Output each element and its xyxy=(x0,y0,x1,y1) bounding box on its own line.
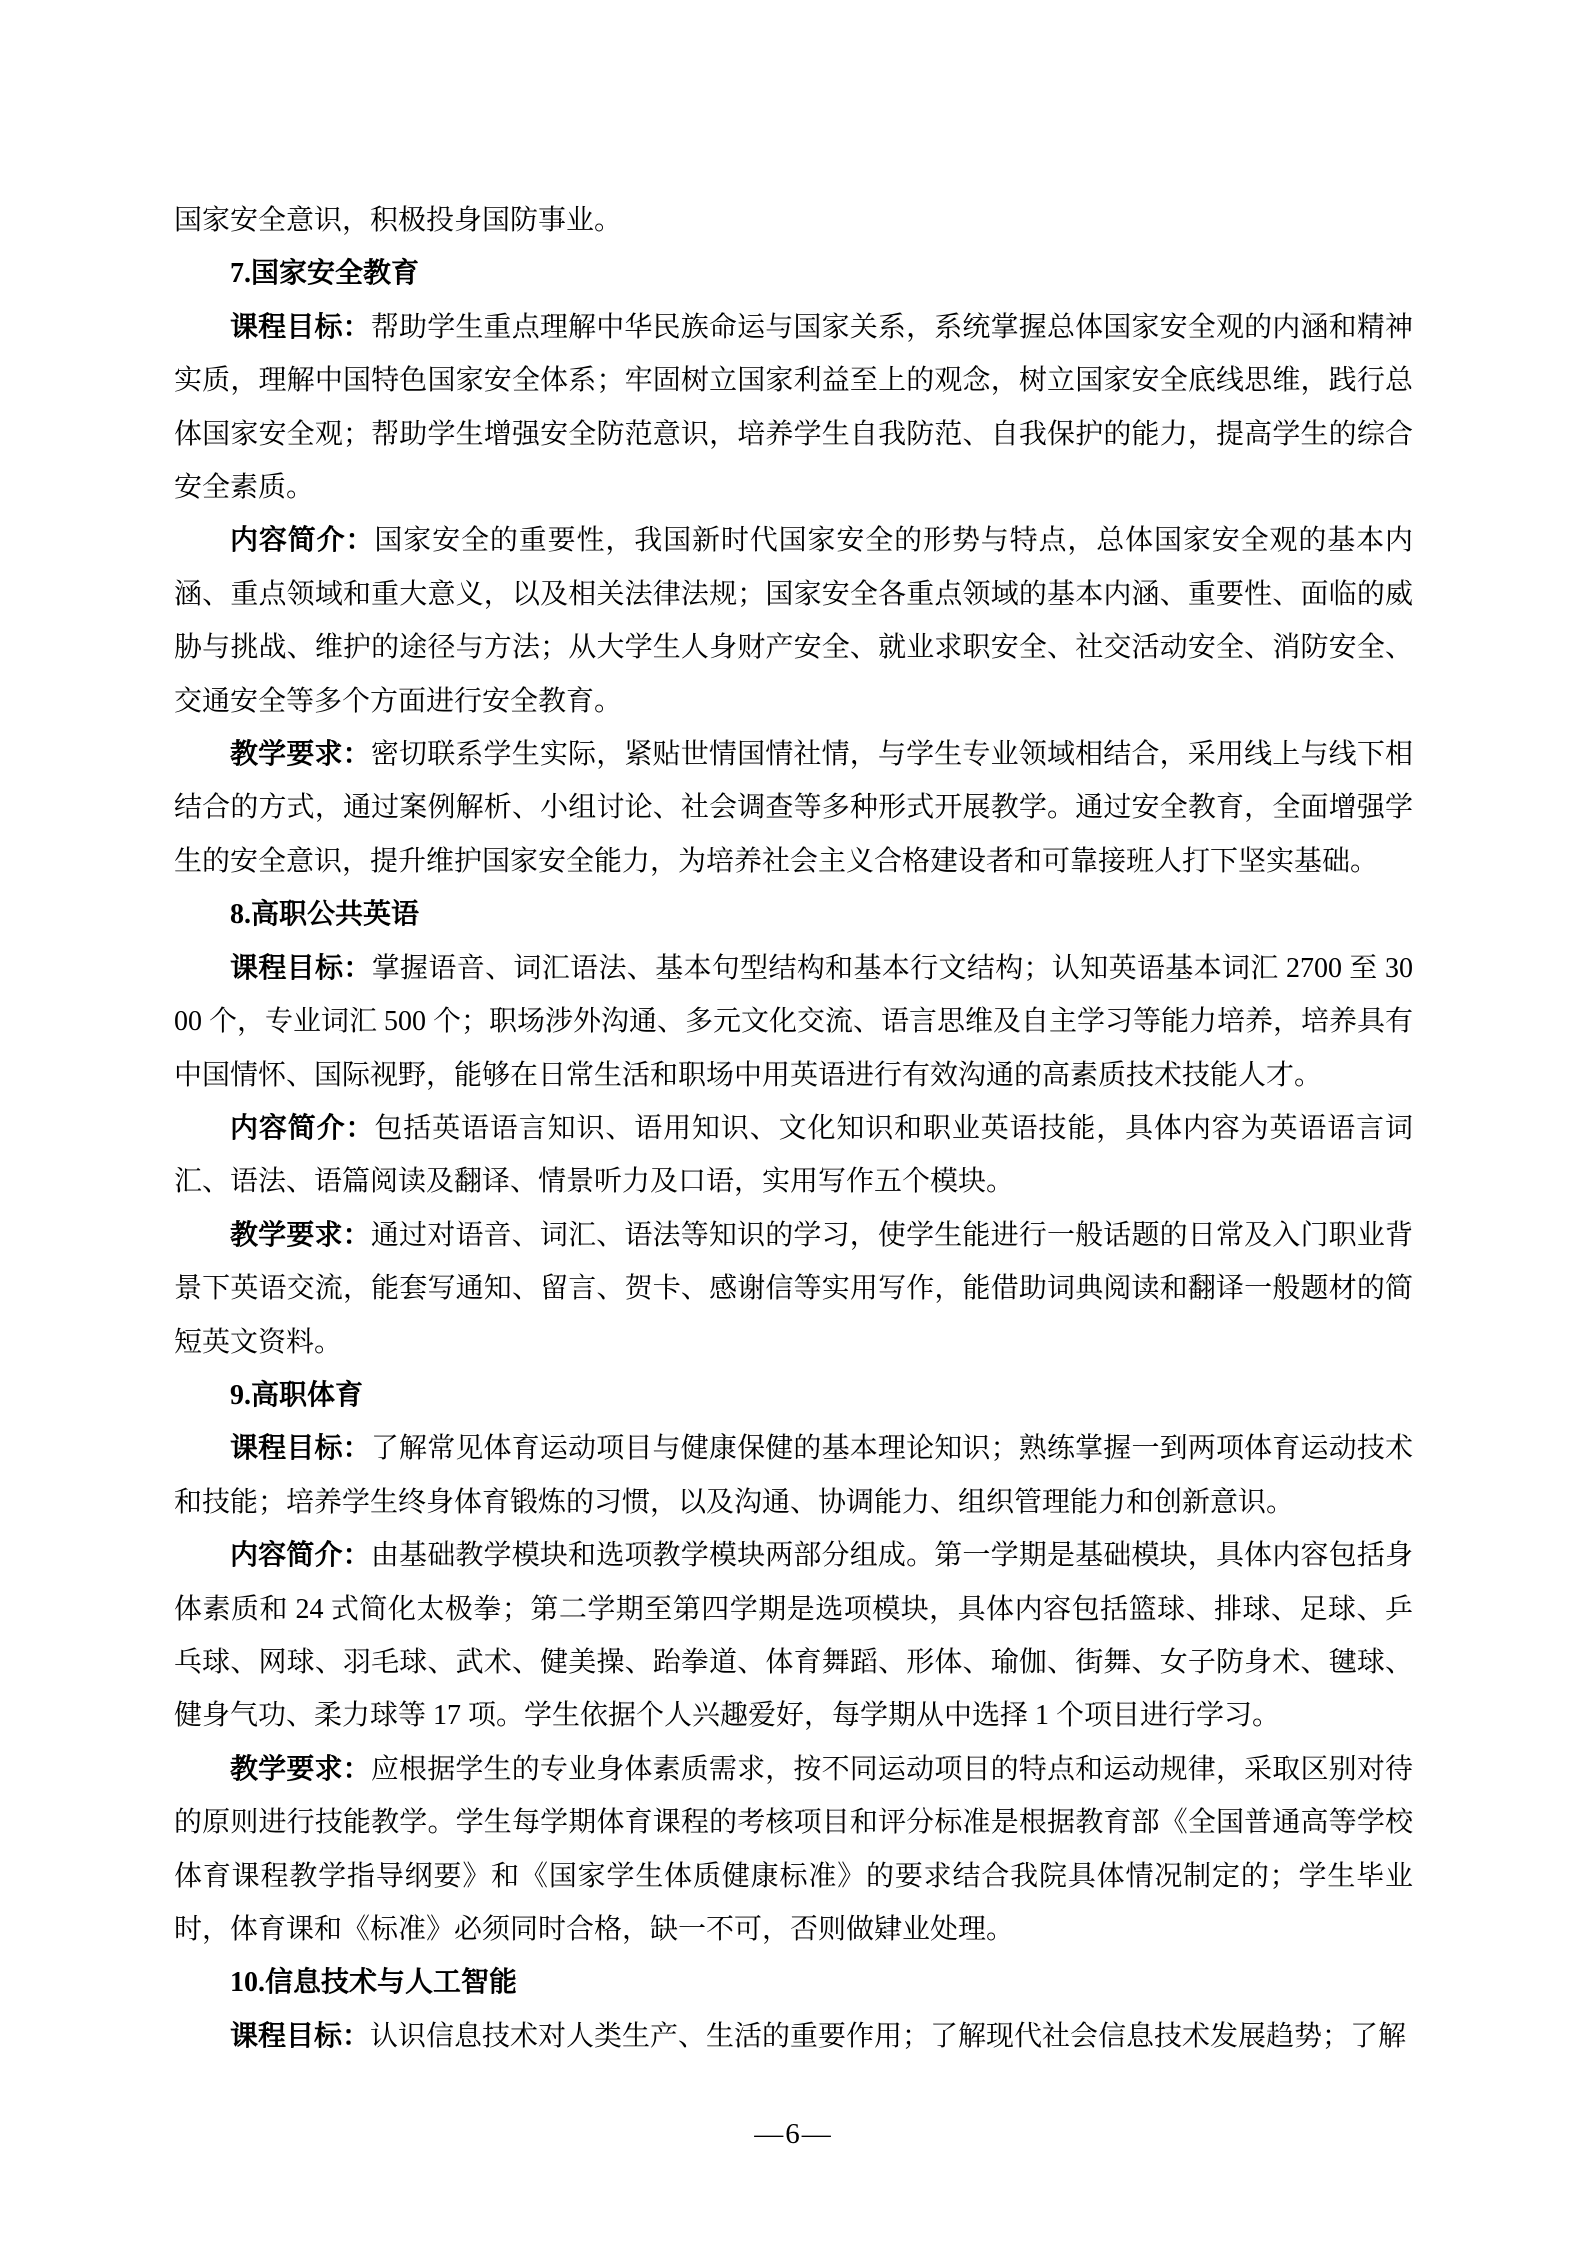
paragraph-label: 内容简介： xyxy=(230,525,375,557)
paragraph-continuation xyxy=(174,194,1413,247)
paragraph-text: 应根据学生的专业身体素质需求，按不同运动项目的特点和运动规律，采取区别对待的原则进行技能教学。学生每学期体育课程的考核项目和评分标准是根据教育部《全国普通高等学校体育课程教学指导纲要》和《国家学生体质健康标准》的要求结合我院具体情况制定的；学生毕业时，体育课和《标准》必须同时合格，缺一不可，否则做肄业处理。 xyxy=(174,1753,1413,1945)
paragraph-text: 通过对语音、词汇、语法等知识的学习，使学生能进行一般话题的日常及入门职业背景下英语交流，能套写通知、留言、贺卡、感谢信等实用写作，能借助词典阅读和翻译一般题材的简短英文资料。 xyxy=(174,1219,1413,1358)
paragraph-label: 内容简介： xyxy=(230,1112,375,1144)
heading-text: 8.高职公共英语 xyxy=(230,899,420,931)
heading-text: 10.信息技术与人工智能 xyxy=(230,1967,518,1999)
document-body xyxy=(174,194,1413,2063)
paragraph-label: 课程目标： xyxy=(230,2020,371,2052)
paragraph-label: 课程目标： xyxy=(230,1433,371,1465)
paragraph-label: 课程目标： xyxy=(230,952,372,984)
paragraph-text: 由基础教学模块和选项教学模块两部分组成。第一学期是基础模块，具体内容包括身体素质和 24 式简化太极拳；第二学期至第四学期是选项模块，具体内容包括篮球、排球、足球、乒乓球、网球、羽毛球、武术、健美操、跆拳道、体育舞蹈、形体、瑜伽、街舞、女子防身术、毽球、健身气功、柔力球等 17 项。学生依据个人兴趣爱好，每学期从中选择 1 个项目进行学习。 xyxy=(174,1540,1413,1732)
heading-text: 7.国家安全教育 xyxy=(230,258,420,290)
paragraph-content-intro-9 xyxy=(174,1529,1413,1743)
paragraph-teaching-requirements-8 xyxy=(174,1209,1413,1369)
section-heading-7 xyxy=(174,247,1413,300)
paragraph-text: 认识信息技术对人类生产、生活的重要作用；了解现代社会信息技术发展趋势；了解 xyxy=(370,2020,1407,2052)
heading-text: 9.高职体育 xyxy=(230,1379,364,1411)
paragraph-label: 课程目标： xyxy=(230,311,371,343)
section-heading-8 xyxy=(174,888,1413,941)
paragraph-text: 掌握语音、词汇语法、基本句型结构和基本行文结构；认知英语基本词汇 2700 至 3000 个，专业词汇 500 个；职场涉外沟通、多元文化交流、语言思维及自主学习等能力培养，培养具有中国情怀、国际视野，能够在日常生活和职场中用英语进行有效沟通的高素质技术技能人才。 xyxy=(174,952,1414,1091)
paragraph-teaching-requirements-7 xyxy=(174,728,1413,888)
paragraph-text: 国家安全的重要性，我国新时代国家安全的形势与特点，总体国家安全观的基本内涵、重点领域和重大意义，以及相关法律法规；国家安全各重点领域的基本内涵、重要性、面临的威胁与挑战、维护的途径与方法；从大学生人身财产安全、就业求职安全、社交活动安全、消防安全、交通安全等多个方面进行安全教育。 xyxy=(174,525,1413,717)
section-heading-9 xyxy=(174,1369,1413,1422)
paragraph-label: 教学要求： xyxy=(230,1753,371,1785)
paragraph-course-objectives-8 xyxy=(174,942,1413,1102)
paragraph-text: 帮助学生重点理解中华民族命运与国家关系，系统掌握总体国家安全观的内涵和精神实质，理解中国特色国家安全体系；牢固树立国家利益至上的观念，树立国家安全底线思维，践行总体国家安全观；帮助学生增强安全防范意识，培养学生自我防范、自我保护的能力，提高学生的综合安全素质。 xyxy=(174,311,1413,504)
paragraph-text: 包括英语语言知识、语用知识、文化知识和职业英语技能，具体内容为英语语言词汇、语法、语篇阅读及翻译、情景听力及口语，实用写作五个模块。 xyxy=(174,1112,1413,1198)
paragraph-label: 教学要求： xyxy=(230,739,371,771)
paragraph-content-intro-7 xyxy=(174,514,1413,728)
paragraph-course-objectives-7 xyxy=(174,301,1413,515)
paragraph-teaching-requirements-9 xyxy=(174,1743,1413,1957)
paragraph-label: 教学要求： xyxy=(230,1219,371,1251)
page-number: —6— xyxy=(754,2118,833,2150)
paragraph-course-objectives-10 xyxy=(174,2010,1413,2063)
paragraph-text: 密切联系学生实际，紧贴世情国情社情，与学生专业领域相结合，采用线上与线下相结合的方式，通过案例解析、小组讨论、社会调查等多种形式开展教学。通过安全教育，全面增强学生的安全意识，提升维护国家安全能力，为培养社会主义合格建设者和可靠接班人打下坚实基础。 xyxy=(174,739,1413,877)
section-heading-10 xyxy=(174,1956,1413,2009)
paragraph-label: 内容简介： xyxy=(230,1540,371,1572)
paragraph-text: 国家安全意识，积极投身国防事业。 xyxy=(174,205,623,236)
paragraph-text: 了解常见体育运动项目与健康保健的基本理论知识；熟练掌握一到两项体育运动技术和技能；培养学生终身体育锻炼的习惯，以及沟通、协调能力、组织管理能力和创新意识。 xyxy=(174,1433,1413,1518)
paragraph-course-objectives-9 xyxy=(174,1422,1413,1529)
paragraph-content-intro-8 xyxy=(174,1102,1413,1209)
